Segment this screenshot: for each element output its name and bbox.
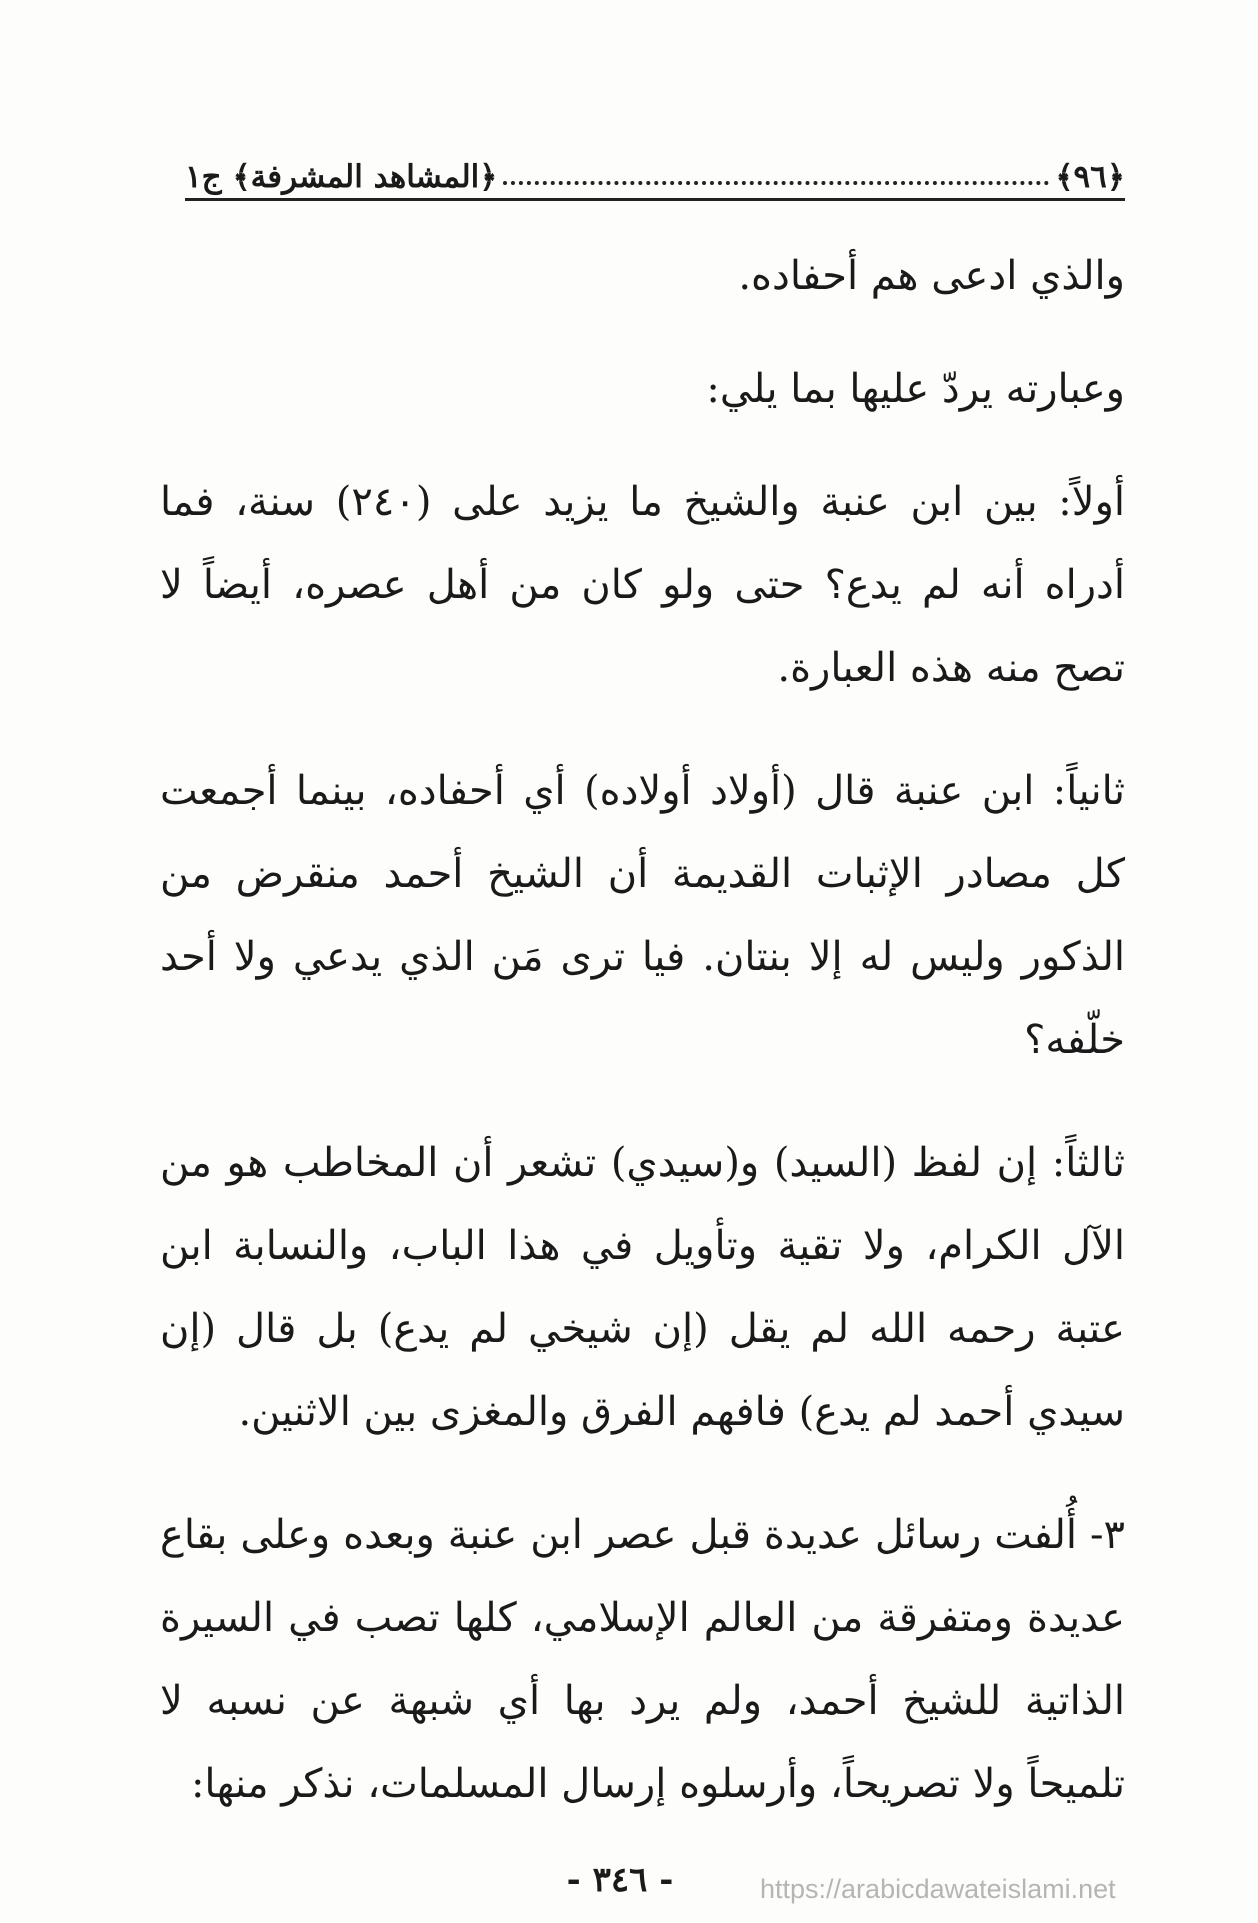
paragraph-second-point: ثانياً: ابن عنبة قال (أولاد أولاده) أي أحفاده، بينما أجمعت كل مصادر الإثبات القديمة أن الشيخ أحمد منقرض من الذكور وليس له إلا بنتان. فيا ترى مَن الذي يدعي ولا أحد خلّفه؟ xyxy=(160,768,1125,1063)
paragraph-item-3: ٣- أُلفت رسائل عديدة قبل عصر ابن عنبة وبعده وعلى بقاع عديدة ومتفرقة من العالم الإسلامي، كلها تصب في السيرة الذاتية للشيخ أحمد، ولم يرد بها أي شبهة عن نسبه لا تلميحاً ولا تصريحاً، وأرسلوه إرسال المسلمات، نذكر منها: xyxy=(160,1512,1125,1807)
paragraph-first-point: أولاً: بين ابن عنبة والشيخ ما يزيد على (٢٤٠) سنة، فما أدراه أنه لم يدع؟ حتى ولو كان من أهل عصره، أيضاً لا تصح منه هذه العبارة. xyxy=(160,479,1125,691)
body-text xyxy=(160,235,1125,1866)
header-dot-leader xyxy=(503,181,1049,185)
running-header xyxy=(185,145,1125,195)
header-book-title: ﴿المشاهد المشرفة﴾ ج١ xyxy=(185,159,498,195)
paragraph-third-point: ثالثاً: إن لفظ (السيد) و(سيدي) تشعر أن المخاطب هو من الآل الكرام، ولا تقية وتأويل في هذا الباب، والنسابة ابن عتبة رحمه الله لم يقل (إن شيخي لم يدع) بل قال (إن سيدي أحمد لم يدع) فافهم الفرق والمغزى بين الاثنين. xyxy=(160,1140,1125,1435)
header-rule xyxy=(185,198,1125,201)
paragraph-1: والذي ادعى هم أحفاده. xyxy=(738,253,1125,299)
page-number: - ٣٤٦ - xyxy=(566,1860,674,1900)
header-page-ref: ﴿٩٦﴾ xyxy=(1055,159,1125,195)
page-footer xyxy=(0,1860,1258,1910)
watermark-url: https://arabicdawateislami.net xyxy=(760,1874,1116,1904)
paragraph-2: وعبارته يردّ عليها بما يلي: xyxy=(706,366,1125,412)
